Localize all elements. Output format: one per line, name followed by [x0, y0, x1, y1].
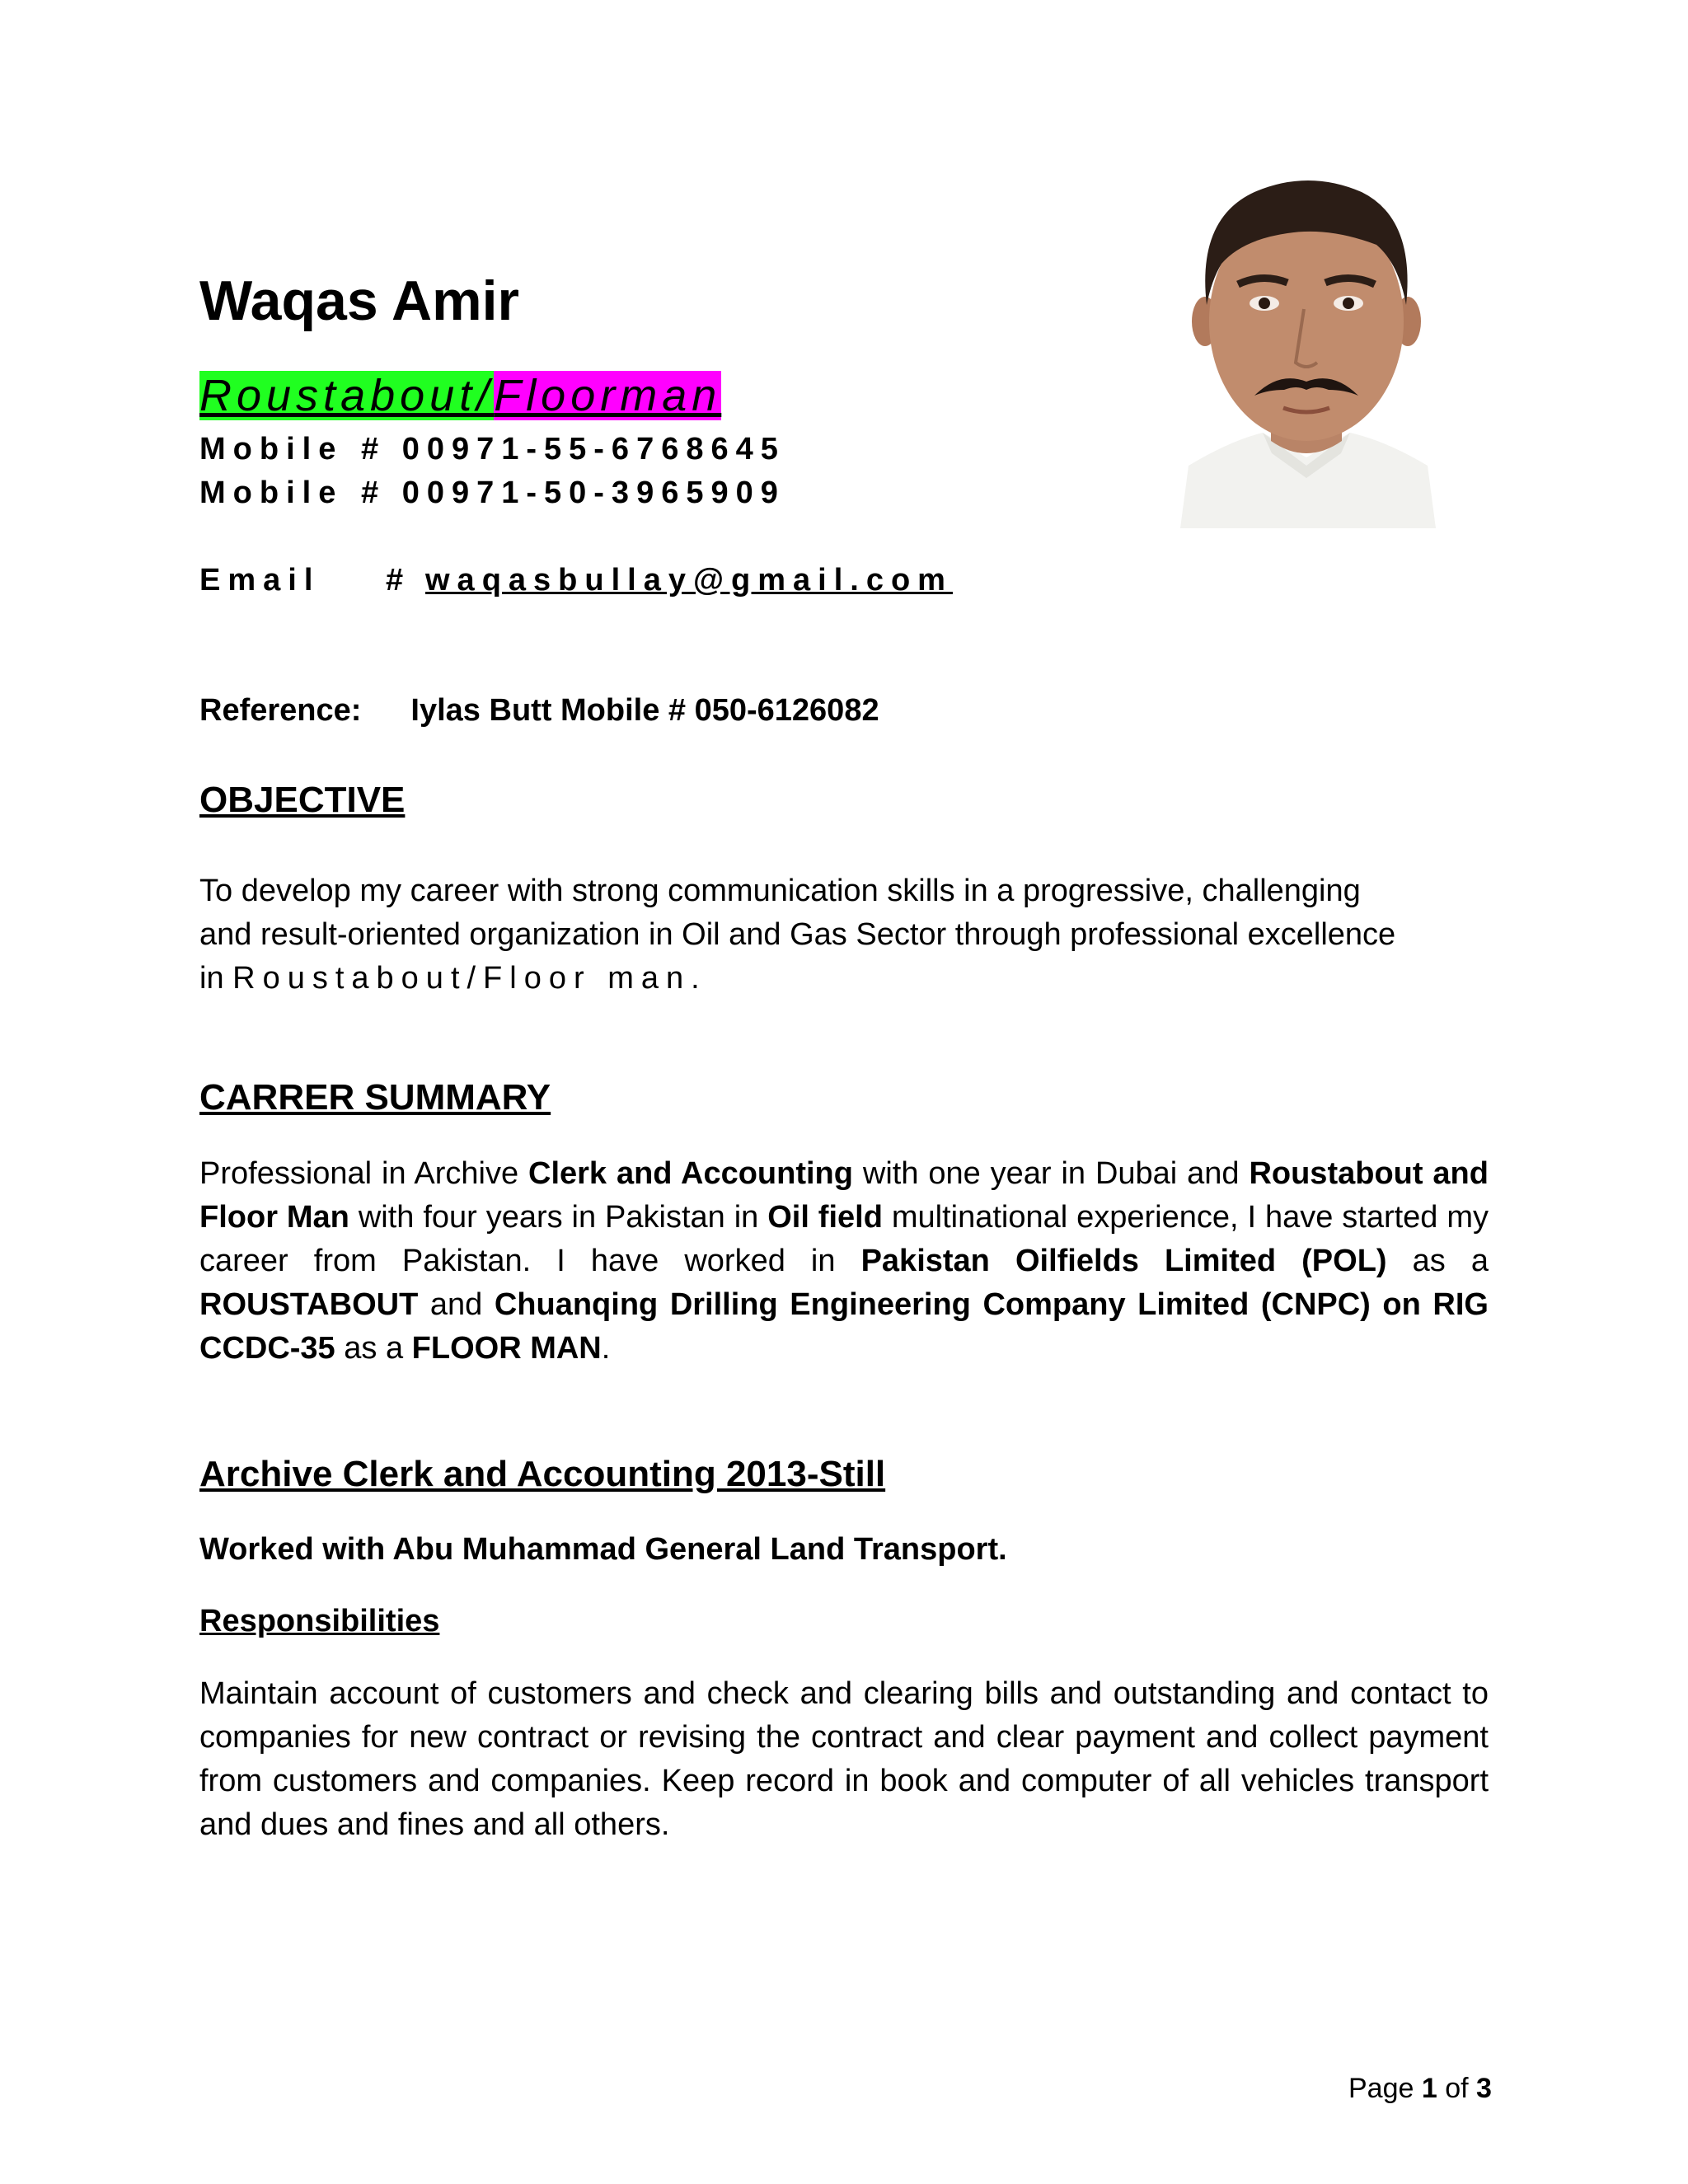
email-line: [199, 560, 953, 600]
reference-label: Reference:: [199, 693, 362, 728]
mobile-label-1: Mobile: [199, 432, 344, 466]
objective-heading: OBJECTIVE: [199, 780, 406, 820]
summary-bold-7: FLOOR MAN: [411, 1331, 602, 1366]
mobile-line-2: [199, 473, 785, 513]
summary-bold-4: Pakistan Oilfields Limited (POL): [860, 1244, 1387, 1278]
email-label: Email: [199, 563, 321, 598]
objective-line-2: and result-oriented organization in Oil and Gas Sector through professional excellence: [199, 917, 1396, 952]
summary-text-4: multinational experience, I have started my career from Pakistan. I have worked in: [199, 1200, 1489, 1278]
summary-text-7: as a: [335, 1331, 412, 1366]
summary-bold-3: Oil field: [767, 1200, 883, 1235]
employer-line: Worked with Abu Muhammad General Land Transport.: [199, 1532, 1007, 1567]
responsibilities-heading: Responsibilities: [199, 1604, 440, 1638]
mobile-value-2: # 00971-50-3965909: [361, 476, 785, 510]
objective-line-1: To develop my career with strong communication skills in a progressive, challenging: [199, 874, 1361, 908]
job-title: [199, 368, 721, 423]
summary-text-2: with one year in Dubai and: [852, 1156, 1250, 1191]
page-footer: [1348, 2070, 1492, 2107]
reference-value: Iylas Butt Mobile # 050-6126082: [410, 693, 879, 728]
mobile-label-2: Mobile: [199, 476, 344, 510]
summary-text-5: as a: [1386, 1244, 1489, 1278]
mobile-line-1: [199, 429, 785, 469]
career-summary-heading: CARRER SUMMARY: [199, 1077, 551, 1118]
reference-line: [199, 691, 879, 730]
summary-bold-5: ROUSTABOUT: [199, 1287, 419, 1322]
objective-line-3: [199, 957, 1489, 1001]
summary-bold-2: Roustabout and Floor Man: [199, 1156, 1489, 1235]
profile-photo: [1164, 169, 1449, 528]
summary-text-1: Professional in Archive: [199, 1156, 528, 1191]
summary-text-8: .: [601, 1331, 611, 1366]
email-hash: #: [386, 563, 411, 598]
summary-bold-6: Chuanqing Drilling Engineering Company Limited (CNPC) on RIG CCDC-35: [199, 1287, 1489, 1366]
summary-text-6: and: [418, 1287, 495, 1322]
footer-page-label: Page: [1348, 2073, 1414, 2104]
email-link[interactable]: waqasbullay@gmail.com: [425, 563, 953, 598]
footer-page-number: 1: [1421, 2073, 1437, 2104]
job-title-part-2: Floorman: [494, 371, 722, 420]
objective-text: [199, 869, 1489, 1001]
job-title-part-1: Roustabout/: [199, 371, 495, 420]
summary-text-3: with four years in Pakistan in: [349, 1200, 768, 1235]
footer-of-label: of: [1445, 2073, 1469, 2104]
objective-line-3-role: Roustabout/Floor man.: [232, 961, 707, 996]
responsibilities-text: Maintain account of customers and check and clearing bills and outstanding and contact to companies for new contract or revising the contract and clear payment and collect payment from customers and companies. Keep record in book and computer of all vehicles transport and dues and fines and all others.: [199, 1676, 1489, 1842]
objective-line-3-prefix: in: [199, 961, 233, 996]
career-summary-text: [199, 1152, 1489, 1371]
mobile-value-1: # 00971-55-6768645: [361, 432, 785, 466]
summary-bold-1: Clerk and Accounting: [528, 1156, 853, 1191]
candidate-name: Waqas Amir: [199, 269, 519, 332]
archive-heading: Archive Clerk and Accounting 2013-Still: [199, 1454, 886, 1494]
footer-page-total: 3: [1476, 2073, 1492, 2104]
